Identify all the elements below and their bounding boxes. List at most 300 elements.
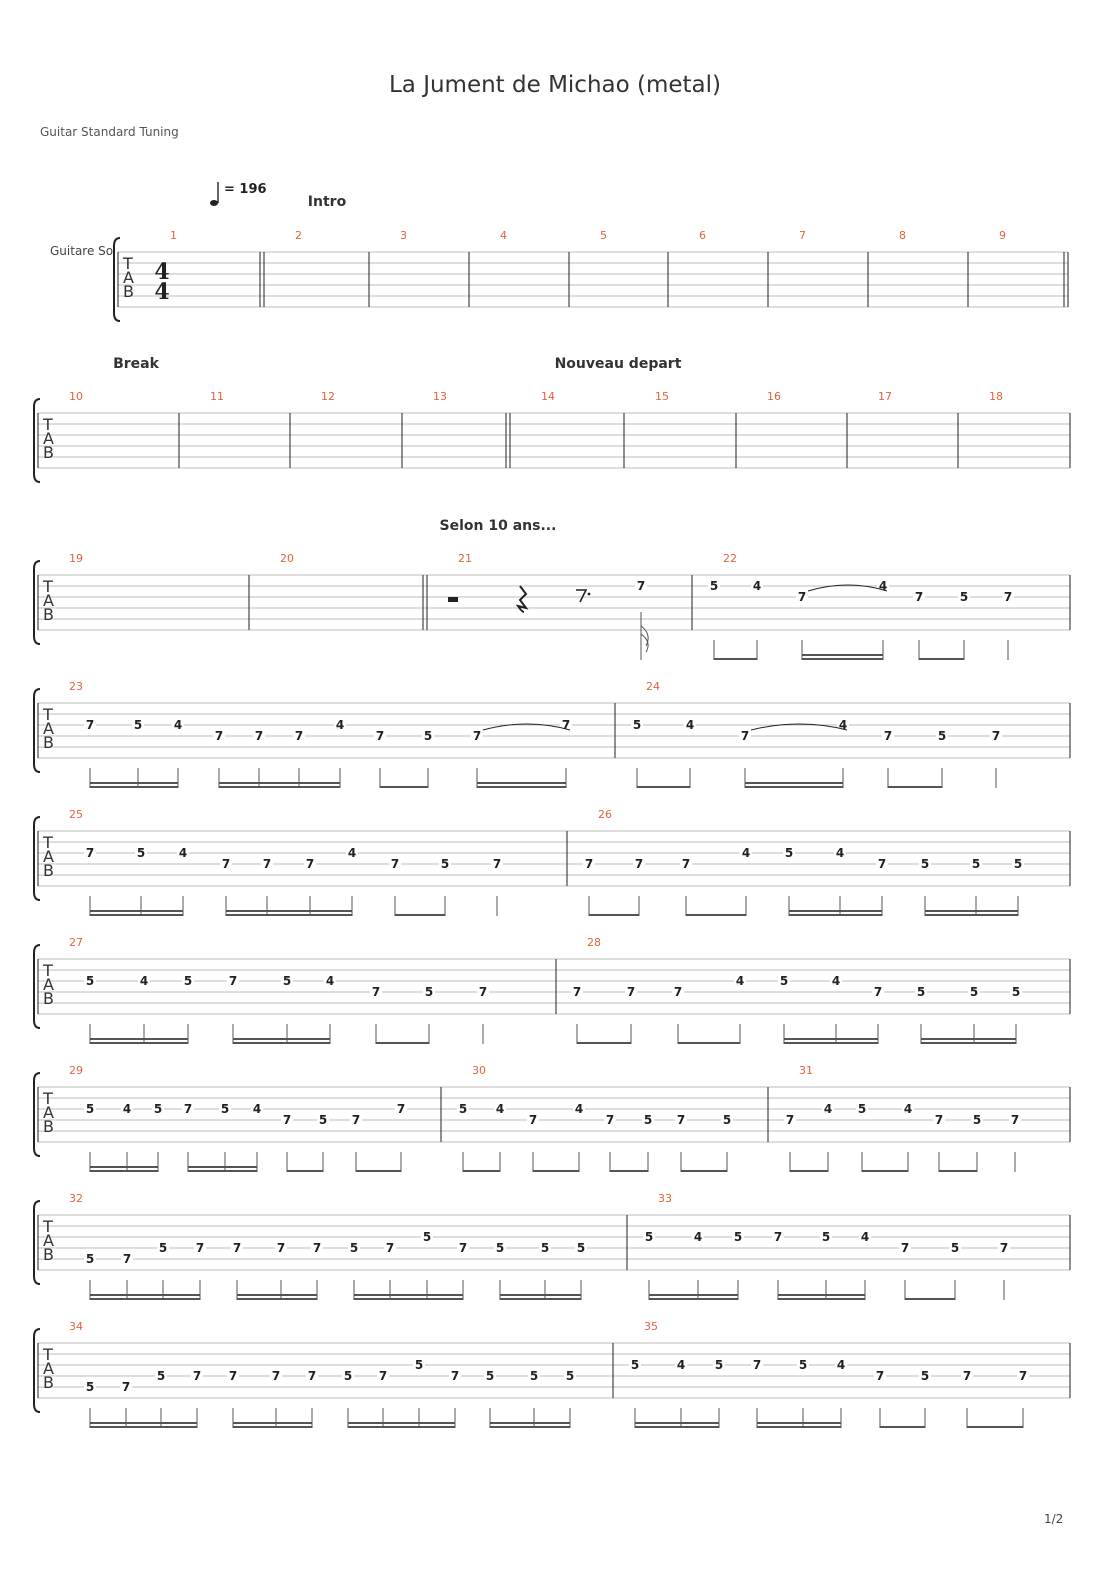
beam (395, 914, 445, 916)
measure-number: 1 (170, 229, 177, 242)
beam (939, 1170, 977, 1172)
fret-number: 5 (133, 718, 143, 732)
fret-number: 7 (254, 729, 264, 743)
beam (757, 1422, 841, 1424)
fret-number: 7 (875, 1369, 885, 1383)
tab-clef-letter: A (43, 1103, 54, 1122)
fret-number: 5 (153, 1102, 163, 1116)
fret-number: 5 (156, 1369, 166, 1383)
fret-number: 5 (722, 1113, 732, 1127)
beam (226, 914, 352, 916)
tab-clef-letter: A (43, 719, 54, 738)
fret-number: 7 (584, 857, 594, 871)
measure-number: 15 (655, 390, 669, 403)
fret-number: 5 (529, 1369, 539, 1383)
beam (500, 1298, 581, 1300)
tab-clef-letter: A (43, 1359, 54, 1378)
measure-number: 24 (646, 680, 660, 693)
fret-number: 7 (214, 729, 224, 743)
fret-number: 4 (878, 579, 888, 593)
fret-number: 5 (1013, 857, 1023, 871)
beam (714, 658, 757, 660)
measure-number: 29 (69, 1064, 83, 1077)
tab-clef-letter: T (43, 1345, 53, 1364)
beam (90, 1422, 197, 1424)
fret-number: 5 (343, 1369, 353, 1383)
beam (90, 1038, 188, 1040)
measure-number: 30 (472, 1064, 486, 1077)
system-bracket (34, 399, 40, 482)
fret-number: 5 (798, 1358, 808, 1372)
instrument-name: Guitare So (50, 244, 114, 258)
fret-number: 5 (318, 1113, 328, 1127)
fret-number: 4 (495, 1102, 505, 1116)
fret-number: 4 (685, 718, 695, 732)
measure-number: 9 (999, 229, 1006, 242)
tab-clef-letter: T (43, 1089, 53, 1108)
fret-number: 7 (271, 1369, 281, 1383)
fret-number: 7 (396, 1102, 406, 1116)
fret-number: 4 (178, 846, 188, 860)
beam (686, 914, 746, 916)
fret-number: 5 (632, 718, 642, 732)
beam (921, 1038, 1016, 1040)
measure-number: 12 (321, 390, 335, 403)
fret-number: 7 (626, 985, 636, 999)
fret-number: 5 (495, 1241, 505, 1255)
beam (477, 782, 566, 784)
beam (967, 1426, 1023, 1428)
fret-number: 7 (572, 985, 582, 999)
fret-number: 7 (307, 1369, 317, 1383)
measure-number: 11 (210, 390, 224, 403)
measure-number: 3 (400, 229, 407, 242)
measure-number: 16 (767, 390, 781, 403)
fret-number: 7 (294, 729, 304, 743)
section-label: Selon 10 ans... (439, 518, 557, 534)
fret-number: 5 (644, 1230, 654, 1244)
fret-number: 7 (883, 729, 893, 743)
fret-number: 7 (914, 590, 924, 604)
fret-number: 7 (221, 857, 231, 871)
beam (237, 1294, 317, 1296)
beam (789, 910, 882, 912)
beam (784, 1042, 878, 1044)
measure-number: 13 (433, 390, 447, 403)
tab-clef-letter: A (123, 268, 134, 287)
beam (745, 782, 843, 784)
beam (745, 786, 843, 788)
fret-number: 5 (485, 1369, 495, 1383)
fret-number: 7 (785, 1113, 795, 1127)
fret-number: 4 (860, 1230, 870, 1244)
beam (90, 1298, 200, 1300)
measure-number: 23 (69, 680, 83, 693)
eighth-rest (576, 590, 586, 602)
measure-number: 14 (541, 390, 555, 403)
tab-clef-letter: A (43, 591, 54, 610)
fret-number: 4 (741, 846, 751, 860)
beam (862, 1170, 908, 1172)
fret-number: 5 (158, 1241, 168, 1255)
fret-number: 4 (835, 846, 845, 860)
fret-number: 5 (423, 729, 433, 743)
tab-clef-letter: B (43, 733, 54, 752)
tab-clef-letter: T (123, 254, 133, 273)
fret-number: 5 (714, 1358, 724, 1372)
beam (380, 786, 428, 788)
beam (354, 1298, 463, 1300)
beam (90, 1166, 158, 1168)
tuning-label: Guitar Standard Tuning (40, 125, 179, 139)
beam (635, 1426, 719, 1428)
fret-number: 7 (85, 718, 95, 732)
measure-number: 34 (69, 1320, 83, 1333)
measure-number: 5 (600, 229, 607, 242)
fret-number: 5 (969, 985, 979, 999)
fret-number: 7 (472, 729, 482, 743)
beam (90, 1426, 197, 1428)
fret-number: 4 (252, 1102, 262, 1116)
fret-number: 7 (121, 1380, 131, 1394)
half-rest (448, 597, 458, 602)
fret-number: 7 (900, 1241, 910, 1255)
fret-number: 7 (458, 1241, 468, 1255)
tab-clef-letter: T (43, 705, 53, 724)
beam (649, 1298, 738, 1300)
fret-number: 7 (934, 1113, 944, 1127)
rest-dot (588, 593, 591, 596)
beam (219, 786, 340, 788)
fret-number: 5 (440, 857, 450, 871)
fret-number: 7 (492, 857, 502, 871)
beam (925, 914, 1018, 916)
fret-number: 7 (276, 1241, 286, 1255)
fret-number: 5 (458, 1102, 468, 1116)
beam (233, 1042, 330, 1044)
score-title: La Jument de Michao (metal) (388, 72, 722, 98)
tab-clef-letter: T (43, 577, 53, 596)
beam (376, 1042, 429, 1044)
tab-clef-letter: B (43, 605, 54, 624)
fret-number: 4 (347, 846, 357, 860)
fret-number: 5 (971, 857, 981, 871)
tab-clef-letter: B (43, 443, 54, 462)
fret-number: 4 (139, 974, 149, 988)
beam (356, 1170, 401, 1172)
fret-number: 7 (195, 1241, 205, 1255)
measure-number: 8 (899, 229, 906, 242)
fret-number: 7 (676, 1113, 686, 1127)
beam (233, 1038, 330, 1040)
fret-number: 7 (752, 1358, 762, 1372)
fret-number: 4 (836, 1358, 846, 1372)
beam (226, 910, 352, 912)
measure-number: 18 (989, 390, 1003, 403)
measure-number: 31 (799, 1064, 813, 1077)
fret-number: 5 (85, 974, 95, 988)
fret-number: 7 (1010, 1113, 1020, 1127)
beam (463, 1170, 500, 1172)
fret-number: 7 (528, 1113, 538, 1127)
fret-number: 5 (414, 1358, 424, 1372)
beam (589, 914, 639, 916)
fret-number: 5 (422, 1230, 432, 1244)
tab-clef-letter: B (43, 1373, 54, 1392)
fret-number: 7 (561, 718, 571, 732)
measure-number: 27 (69, 936, 83, 949)
fret-number: 5 (85, 1102, 95, 1116)
beam (789, 914, 882, 916)
fret-number: 7 (991, 729, 1001, 743)
beam (637, 786, 690, 788)
fret-number: 7 (634, 857, 644, 871)
measure-number: 35 (644, 1320, 658, 1333)
fret-number: 5 (643, 1113, 653, 1127)
beam (348, 1426, 455, 1428)
fret-number: 7 (740, 729, 750, 743)
fret-number: 5 (282, 974, 292, 988)
system-bracket (34, 689, 40, 772)
beam (237, 1298, 317, 1300)
fret-number: 4 (823, 1102, 833, 1116)
tab-clef-letter: A (43, 975, 54, 994)
fret-number: 7 (681, 857, 691, 871)
measure-number: 6 (699, 229, 706, 242)
tab-clef-letter: B (43, 1245, 54, 1264)
beam (757, 1426, 841, 1428)
beam (90, 910, 183, 912)
beam (90, 1042, 188, 1044)
measure-number: 28 (587, 936, 601, 949)
measure-number: 20 (280, 552, 294, 565)
beam (888, 786, 942, 788)
tab-clef-letter: A (43, 847, 54, 866)
tab-clef-letter: T (43, 1217, 53, 1236)
tab-clef-letter: B (43, 989, 54, 1008)
tab-clef-letter: T (43, 415, 53, 434)
beam (610, 1170, 648, 1172)
measure-number: 33 (658, 1192, 672, 1205)
fret-number: 7 (305, 857, 315, 871)
fret-number: 7 (673, 985, 683, 999)
beam (802, 658, 883, 660)
fret-number: 5 (630, 1358, 640, 1372)
section-label: Break (113, 356, 159, 372)
beam (354, 1294, 463, 1296)
beam (90, 786, 178, 788)
fret-number: 5 (183, 974, 193, 988)
beam (802, 654, 883, 656)
tab-clef-letter: T (43, 961, 53, 980)
beam (90, 782, 178, 784)
system-bracket (34, 561, 40, 644)
beam (188, 1166, 257, 1168)
fret-number: 5 (972, 1113, 982, 1127)
beam (477, 786, 566, 788)
fret-number: 4 (335, 718, 345, 732)
measure-number: 25 (69, 808, 83, 821)
fret-number: 7 (183, 1102, 193, 1116)
tab-clef-letter: T (43, 833, 53, 852)
fret-number: 5 (1011, 985, 1021, 999)
beam (90, 1170, 158, 1172)
measure-number: 2 (295, 229, 302, 242)
tempo-marking: = 196 (224, 182, 267, 197)
system-bracket (34, 1329, 40, 1412)
fret-number: 5 (937, 729, 947, 743)
fret-number: 7 (385, 1241, 395, 1255)
measure-number: 21 (458, 552, 472, 565)
fret-number: 7 (797, 590, 807, 604)
measure-number: 10 (69, 390, 83, 403)
fret-number: 5 (779, 974, 789, 988)
fret-number: 4 (735, 974, 745, 988)
fret-number: 5 (85, 1380, 95, 1394)
measure-number: 22 (723, 552, 737, 565)
fret-number: 5 (136, 846, 146, 860)
fret-number: 5 (565, 1369, 575, 1383)
beam (348, 1422, 455, 1424)
tab-clef-letter: A (43, 429, 54, 448)
beam (678, 1042, 740, 1044)
beam (778, 1298, 865, 1300)
system-bracket (34, 817, 40, 900)
page-number: 1/2 (1044, 1512, 1064, 1526)
beam (500, 1294, 581, 1296)
fret-number: 7 (192, 1369, 202, 1383)
beam (233, 1426, 312, 1428)
measure-number: 7 (799, 229, 806, 242)
beam (921, 1042, 1016, 1044)
beam (681, 1170, 727, 1172)
beam (919, 658, 964, 660)
measure-number: 4 (500, 229, 507, 242)
fret-number: 5 (821, 1230, 831, 1244)
fret-number: 4 (173, 718, 183, 732)
fret-number: 7 (262, 857, 272, 871)
beam (490, 1422, 570, 1424)
beam (90, 1294, 200, 1296)
fret-number: 7 (450, 1369, 460, 1383)
measure-number: 17 (878, 390, 892, 403)
fret-number: 7 (1003, 590, 1013, 604)
fret-number: 7 (999, 1241, 1009, 1255)
beam (233, 1422, 312, 1424)
tab-clef-letter: B (43, 1117, 54, 1136)
fret-number: 7 (378, 1369, 388, 1383)
tab-clef-letter: B (123, 282, 134, 301)
fret-number: 5 (857, 1102, 867, 1116)
fret-number: 5 (220, 1102, 230, 1116)
measure-number: 32 (69, 1192, 83, 1205)
fret-number: 5 (709, 579, 719, 593)
beam (778, 1294, 865, 1296)
beam (880, 1426, 925, 1428)
beam (287, 1170, 323, 1172)
fret-number: 4 (903, 1102, 913, 1116)
fret-number: 5 (920, 857, 930, 871)
fret-number: 7 (390, 857, 400, 871)
beam (219, 782, 340, 784)
fret-number: 4 (693, 1230, 703, 1244)
fret-number: 7 (371, 985, 381, 999)
fret-number: 4 (122, 1102, 132, 1116)
fret-number: 7 (351, 1113, 361, 1127)
fret-number: 7 (312, 1241, 322, 1255)
fret-number: 7 (282, 1113, 292, 1127)
fret-number: 5 (424, 985, 434, 999)
fret-number: 4 (838, 718, 848, 732)
fret-number: 5 (950, 1241, 960, 1255)
fret-number: 7 (773, 1230, 783, 1244)
beam (790, 1170, 828, 1172)
time-signature-bottom: 4 (154, 279, 170, 305)
quarter-note-icon (210, 200, 218, 206)
measure-number: 19 (69, 552, 83, 565)
fret-number: 7 (122, 1252, 132, 1266)
fret-number: 5 (959, 590, 969, 604)
fret-number: 7 (1018, 1369, 1028, 1383)
time-signature-top: 4 (154, 259, 170, 285)
fret-number: 7 (636, 579, 646, 593)
fret-number: 4 (676, 1358, 686, 1372)
fret-number: 7 (962, 1369, 972, 1383)
fret-number: 5 (85, 1252, 95, 1266)
measure-number: 26 (598, 808, 612, 821)
fret-number: 4 (831, 974, 841, 988)
system-bracket (114, 238, 120, 321)
beam (925, 910, 1018, 912)
system-bracket (34, 945, 40, 1028)
section-label: Nouveau depart (554, 356, 682, 372)
beam (90, 914, 183, 916)
fret-number: 5 (733, 1230, 743, 1244)
fret-number: 7 (375, 729, 385, 743)
tab-clef-letter: B (43, 861, 54, 880)
beam (490, 1426, 570, 1428)
fret-number: 7 (873, 985, 883, 999)
fret-number: 5 (916, 985, 926, 999)
fret-number: 5 (920, 1369, 930, 1383)
fret-number: 5 (540, 1241, 550, 1255)
fret-number: 5 (576, 1241, 586, 1255)
fret-number: 7 (877, 857, 887, 871)
fret-number: 7 (478, 985, 488, 999)
system-bracket (34, 1201, 40, 1284)
fret-number: 4 (325, 974, 335, 988)
fret-number: 4 (752, 579, 762, 593)
fret-number: 7 (605, 1113, 615, 1127)
beam (905, 1298, 955, 1300)
beam (635, 1422, 719, 1424)
beam (649, 1294, 738, 1296)
fret-number: 7 (85, 846, 95, 860)
system-bracket (34, 1073, 40, 1156)
beam (533, 1170, 579, 1172)
fret-number: 5 (784, 846, 794, 860)
fret-number: 4 (574, 1102, 584, 1116)
fret-number: 7 (228, 1369, 238, 1383)
beam (577, 1042, 631, 1044)
section-label: Intro (307, 194, 347, 210)
fret-number: 7 (232, 1241, 242, 1255)
fret-number: 5 (349, 1241, 359, 1255)
tab-clef-letter: A (43, 1231, 54, 1250)
beam (784, 1038, 878, 1040)
fret-number: 7 (228, 974, 238, 988)
beam (188, 1170, 257, 1172)
